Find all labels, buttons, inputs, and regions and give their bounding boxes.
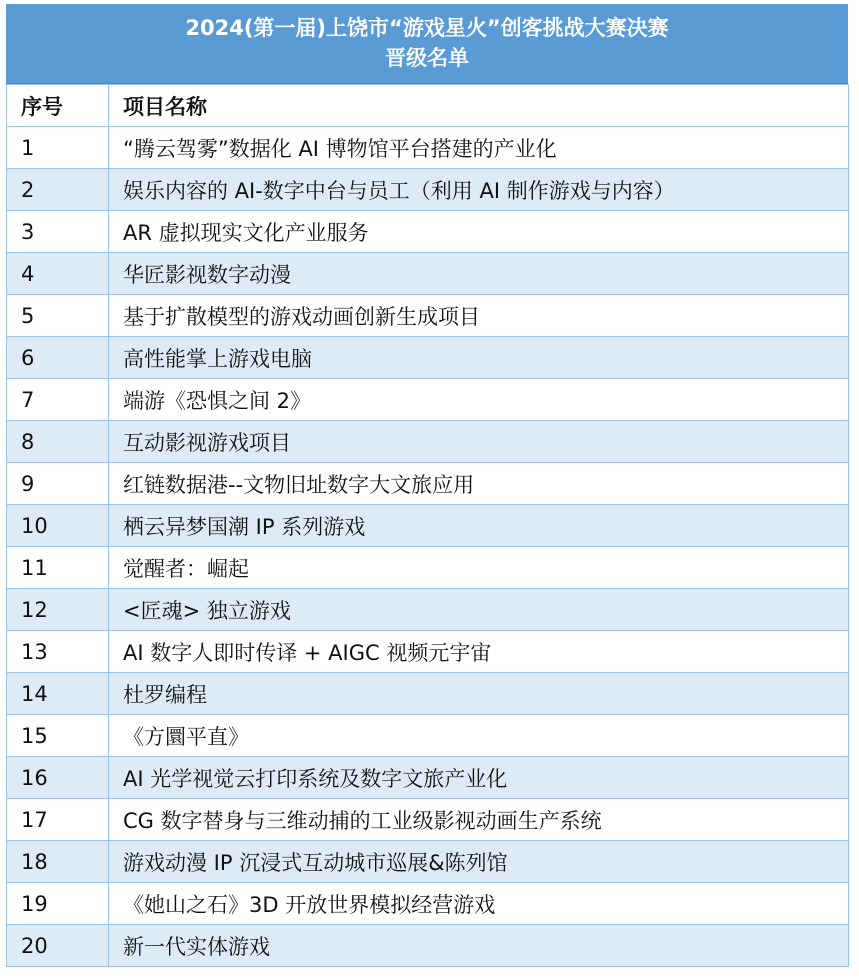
serial-number-cell: 4 <box>7 253 109 295</box>
table-row <box>7 547 849 589</box>
table-row <box>7 211 849 253</box>
table-row <box>7 337 849 379</box>
table-row <box>7 799 849 841</box>
project-name-cell: 基于扩散模型的游戏动画创新生成项目 <box>109 295 849 337</box>
serial-number-cell: 16 <box>7 757 109 799</box>
table-row <box>7 631 849 673</box>
serial-number-cell: 1 <box>7 127 109 169</box>
project-name-cell: 端游《恐惧之间 2》 <box>109 379 849 421</box>
table-row <box>7 295 849 337</box>
serial-number-cell: 8 <box>7 421 109 463</box>
table-body <box>7 127 849 967</box>
table-row <box>7 505 849 547</box>
serial-number-cell: 14 <box>7 673 109 715</box>
project-name-cell: 游戏动漫 IP 沉浸式互动城市巡展&陈列馆 <box>109 841 849 883</box>
project-name-cell: “腾云驾雾”数据化 AI 博物馆平台搭建的产业化 <box>109 127 849 169</box>
serial-number-cell: 5 <box>7 295 109 337</box>
header-project-name: 项目名称 <box>109 85 849 127</box>
table-row <box>7 883 849 925</box>
project-name-cell: AI 数字人即时传译 + AIGC 视频元宇宙 <box>109 631 849 673</box>
serial-number-cell: 11 <box>7 547 109 589</box>
table-row <box>7 715 849 757</box>
project-name-cell: 新一代实体游戏 <box>109 925 849 967</box>
project-name-cell: 《方圜平直》 <box>109 715 849 757</box>
serial-number-cell: 15 <box>7 715 109 757</box>
table-row <box>7 169 849 211</box>
project-name-cell: 觉醒者：崛起 <box>109 547 849 589</box>
table-row <box>7 421 849 463</box>
serial-number-cell: 6 <box>7 337 109 379</box>
table-row <box>7 589 849 631</box>
table-header-row <box>7 85 849 127</box>
title-banner <box>6 4 848 84</box>
serial-number-cell: 13 <box>7 631 109 673</box>
serial-number-cell: 18 <box>7 841 109 883</box>
table-row <box>7 841 849 883</box>
serial-number-cell: 9 <box>7 463 109 505</box>
project-name-cell: CG 数字替身与三维动捕的工业级影视动画生产系统 <box>109 799 849 841</box>
project-name-cell: 《她山之石》3D 开放世界模拟经营游戏 <box>109 883 849 925</box>
table-row <box>7 379 849 421</box>
project-name-cell: 栖云异梦国潮 IP 系列游戏 <box>109 505 849 547</box>
serial-number-cell: 12 <box>7 589 109 631</box>
table-row <box>7 925 849 967</box>
project-name-cell: 红链数据港--文物旧址数字大文旅应用 <box>109 463 849 505</box>
table-row <box>7 127 849 169</box>
serial-number-cell: 7 <box>7 379 109 421</box>
table-row <box>7 757 849 799</box>
project-name-cell: AI 光学视觉云打印系统及数字文旅产业化 <box>109 757 849 799</box>
finalist-list-sheet <box>6 4 848 967</box>
serial-number-cell: 20 <box>7 925 109 967</box>
project-name-cell: 高性能掌上游戏电脑 <box>109 337 849 379</box>
serial-number-cell: 17 <box>7 799 109 841</box>
table-row <box>7 253 849 295</box>
table-row <box>7 463 849 505</box>
project-name-cell: 互动影视游戏项目 <box>109 421 849 463</box>
serial-number-cell: 3 <box>7 211 109 253</box>
project-name-cell: 华匠影视数字动漫 <box>109 253 849 295</box>
serial-number-cell: 2 <box>7 169 109 211</box>
project-name-cell: <匠魂> 独立游戏 <box>109 589 849 631</box>
table-row <box>7 673 849 715</box>
serial-number-cell: 19 <box>7 883 109 925</box>
header-serial-number: 序号 <box>7 85 109 127</box>
title-line-1: 2024(第一届)上饶市“游戏星火”创客挑战大赛决赛 <box>185 16 669 40</box>
project-name-cell: 娱乐内容的 AI-数字中台与员工（利用 AI 制作游戏与内容） <box>109 169 849 211</box>
finalist-table <box>6 84 849 967</box>
serial-number-cell: 10 <box>7 505 109 547</box>
project-name-cell: 杜罗编程 <box>109 673 849 715</box>
title-line-2: 晋级名单 <box>385 46 469 70</box>
project-name-cell: AR 虚拟现实文化产业服务 <box>109 211 849 253</box>
